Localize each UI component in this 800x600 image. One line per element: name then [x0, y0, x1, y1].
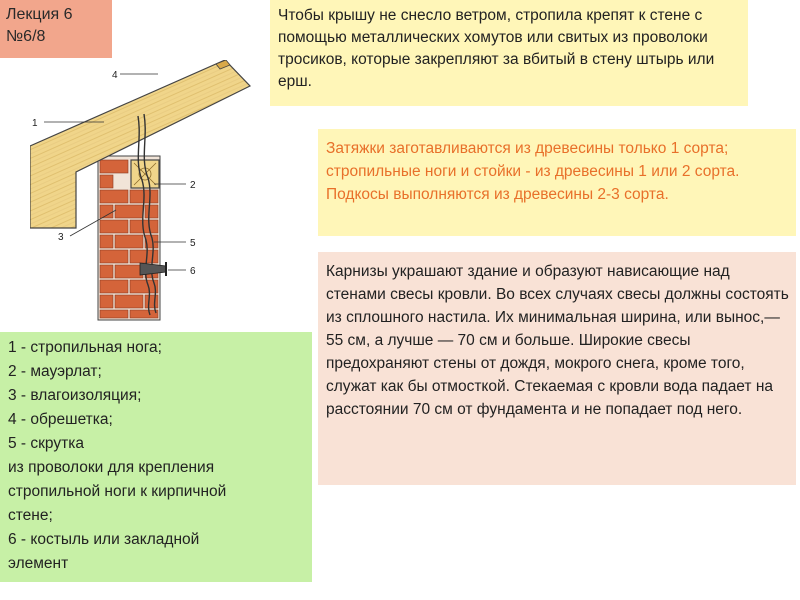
lecture-title: Лекция 6 [6, 6, 73, 23]
legend-item: 1 - стропильная нога; [8, 339, 162, 356]
callout-5: 5 [190, 238, 196, 249]
callout-2: 2 [190, 180, 196, 191]
legend-item: 4 - обрешетка; [8, 411, 113, 428]
legend-item: элемент [8, 555, 69, 572]
legend-box [0, 332, 312, 582]
wind-fastening-text: Чтобы крышу не снесло ветром, стропила крепят к стене с помощью металлических хомутов или свитых из проволоки тросиков, которые закрепляют за вбитый в стену штырь или ерш. [270, 0, 748, 106]
anchor-spike [140, 262, 166, 276]
callout-6: 6 [190, 266, 196, 277]
wood-grade-text: Затяжки заготавливаются из древесины только 1 сорта; стропильные ноги и стойки - из древесины 1 или 2 сорта. Подкосы выполняются из древесины 2-3 сорта. [318, 129, 796, 236]
slide-number: №6/8 [6, 28, 46, 45]
legend-item: 2 - мауэрлат; [8, 363, 102, 380]
callout-4: 4 [112, 70, 118, 81]
legend-item: 6 - костыль или закладной [8, 531, 200, 548]
cornice-text: Карнизы украшают здание и образуют нависающие над стенами свесы кровли. Во всех случаях свесы должны состоять из сплошного настила. Их минимальная ширина, или вынос,— 55 см, а лучше — 70 см и больше. Широкие свесы предохраняют стены от дождя, мокрого снега, кроме того, служат как бы отмосткой. Стекаемая с кровли вода падает на расстоянии 70 см от фундамента и не попадает под него. [318, 252, 796, 485]
legend-item: стропильной ноги к кирпичной [8, 483, 227, 500]
legend-item: 5 - скрутка [8, 435, 84, 452]
callout-1: 1 [32, 118, 38, 129]
rafter-wall-diagram [30, 60, 280, 335]
callout-3: 3 [58, 232, 64, 243]
legend-item: из проволоки для крепления [8, 459, 215, 476]
legend-item: стене; [8, 507, 53, 524]
lecture-badge [0, 0, 112, 58]
legend-item: 3 - влагоизоляция; [8, 387, 142, 404]
